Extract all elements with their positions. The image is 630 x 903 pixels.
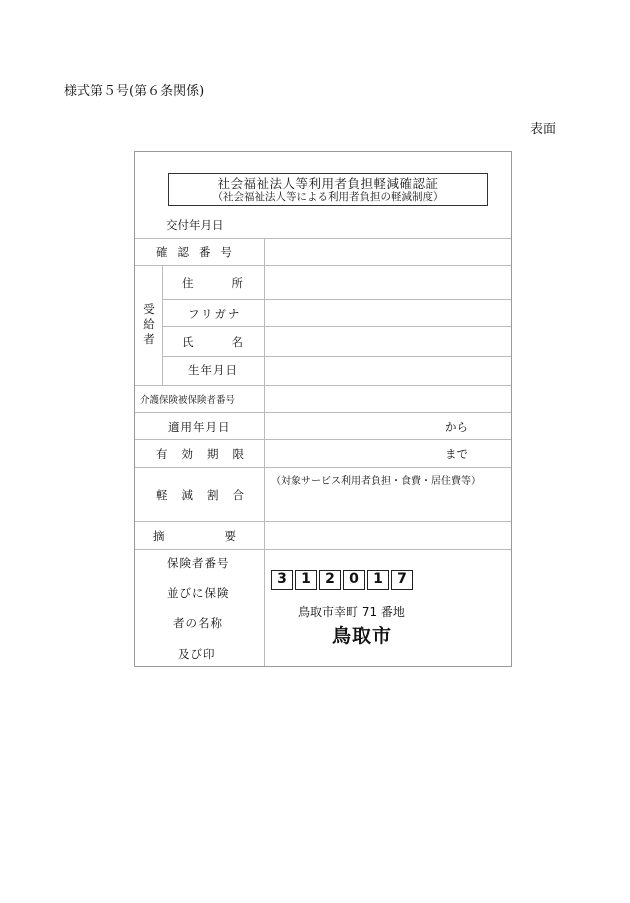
row-divider: [135, 385, 511, 386]
row-divider: [162, 299, 511, 300]
insurer-label-line2: 並びに保険: [167, 586, 230, 600]
recipient-char: 給: [143, 317, 155, 331]
row-divider: [162, 326, 511, 327]
row-divider: [162, 356, 511, 357]
issue-date-label: 交付年月日: [166, 218, 224, 232]
reduction-rate-label: 軽減割合: [156, 488, 258, 502]
insurer-name-label: 者の名称: [173, 616, 223, 630]
insurer-number-label: 保険者番号: [167, 556, 230, 570]
recipient-group-label: [142, 302, 156, 347]
validity-period-label: 有効期限: [156, 447, 258, 461]
insurer-digit: 2: [319, 570, 341, 590]
until-text: まで: [445, 447, 468, 461]
column-divider: [264, 238, 265, 666]
applicable-date-label: 適用年月日: [168, 420, 231, 434]
insurer-name: 鳥取市: [332, 625, 393, 647]
remarks-label: 摘要: [153, 529, 296, 543]
column-divider: [162, 265, 163, 385]
insurer-digit: 1: [367, 570, 389, 590]
name-label: 氏名: [182, 335, 281, 349]
confirmation-card: [134, 151, 512, 667]
from-text: から: [445, 420, 468, 434]
row-divider: [135, 439, 511, 440]
row-divider: [135, 521, 511, 522]
row-divider: [135, 238, 511, 239]
insurer-digit: 7: [391, 570, 413, 590]
card-subtitle: （社会福祉法人等による利用者負担の軽減制度）: [212, 191, 444, 203]
insurer-address: 鳥取市幸町 71 番地: [298, 605, 405, 619]
reduction-note: （対象サービス利用者負担・食費・居住費等）: [271, 476, 481, 487]
row-divider: [135, 549, 511, 550]
card-title: 社会福祉法人等利用者負担軽減確認証: [217, 176, 439, 191]
insurer-number-boxes: [271, 570, 439, 591]
insurer-seal-label: 及び印: [178, 647, 216, 661]
insurer-digit: 0: [343, 570, 365, 590]
birth-date-label: 生年月日: [188, 363, 238, 377]
form-number: 様式第５号(第６条関係): [64, 84, 205, 99]
face-label: 表面: [530, 122, 557, 137]
row-divider: [135, 467, 511, 468]
confirmation-number-label: 確認番号: [156, 245, 242, 259]
insurer-digit: 3: [271, 570, 293, 590]
row-divider: [135, 265, 511, 266]
furigana-label: フリガナ: [188, 307, 242, 321]
insurer-digit: 1: [295, 570, 317, 590]
recipient-char: 者: [143, 332, 155, 346]
address-label: 住所: [182, 276, 281, 290]
title-box: [168, 173, 488, 206]
row-divider: [135, 412, 511, 413]
insured-number-label: 介護保険被保険者番号: [140, 395, 236, 406]
recipient-char: 受: [143, 302, 155, 316]
